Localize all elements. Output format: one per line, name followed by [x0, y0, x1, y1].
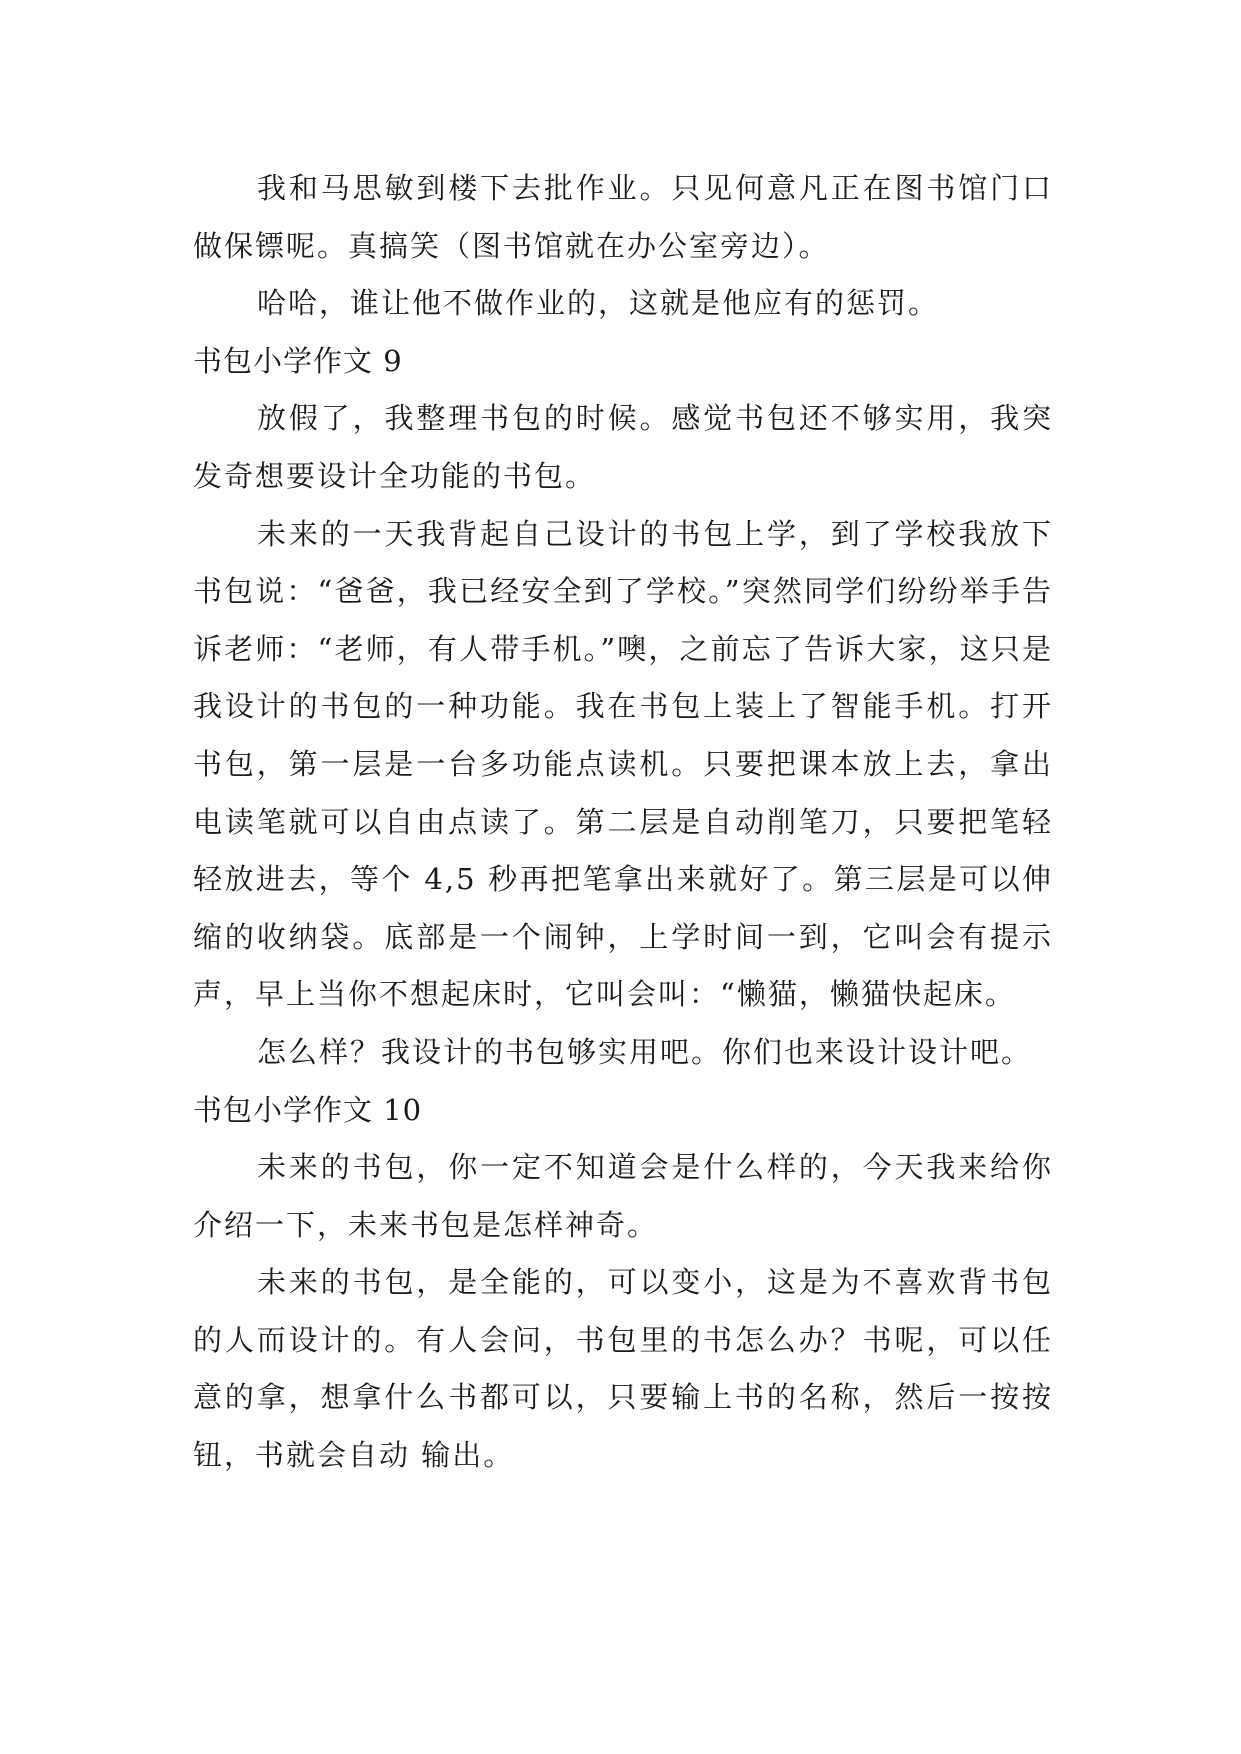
paragraph-3: 放假了，我整理书包的时候。感觉书包还不够实用，我突发奇想要设计全功能的书包。 — [193, 401, 1053, 493]
paragraph-4: 未来的一天我背起自己设计的书包上学，到了学校我放下书包说：“爸爸，我已经安全到了学校。”突然同学们纷纷举手告诉老师：“老师，有人带手机。”噢，之前忘了告诉大家，这只是我设计的书包的一种功能。我在书包上装上了智能手机。打开书包，第一层是一台多功能点读机。只要把课本放上去，拿出电读笔就可以自由点读了。第二层是自动削笔刀，只要把笔轻轻放进去，等个 4,5 秒再把笔拿出来就好了。第三层是可以伸缩的收纳袋。底部是一个闹钟，上学时间一到，它叫会有提示声，早上当你不想起床时，它叫会叫：“懒猫，懒猫快起床。 — [193, 516, 1053, 1012]
paragraph-1: 我和马思敏到楼下去批作业。只见何意凡正在图书馆门口做保镖呢。真搞笑（图书馆就在办公室旁边）。 — [193, 171, 1053, 263]
essay-title-10: 书包小学作文 10 — [193, 1092, 423, 1127]
paragraph-2: 哈哈，谁让他不做作业的，这就是他应有的惩罚。 — [257, 286, 940, 321]
document-page — [193, 160, 1053, 1485]
paragraph-5: 怎么样？我设计的书包够实用吧。你们也来设计设计吧。 — [257, 1034, 1033, 1069]
paragraph-6: 未来的书包，你一定不知道会是什么样的，今天我来给你介绍一下，未来书包是怎样神奇。 — [193, 1150, 1053, 1242]
essay-title-9: 书包小学作文 9 — [193, 343, 403, 378]
paragraph-7: 未来的书包，是全能的，可以变小，这是为不喜欢背书包的人而设计的。有人会问，书包里的书怎么办？书呢，可以任意的拿，想拿什么书都可以，只要输上书的名称，然后一按按钮，书就会自动 输出。 — [193, 1265, 1053, 1473]
